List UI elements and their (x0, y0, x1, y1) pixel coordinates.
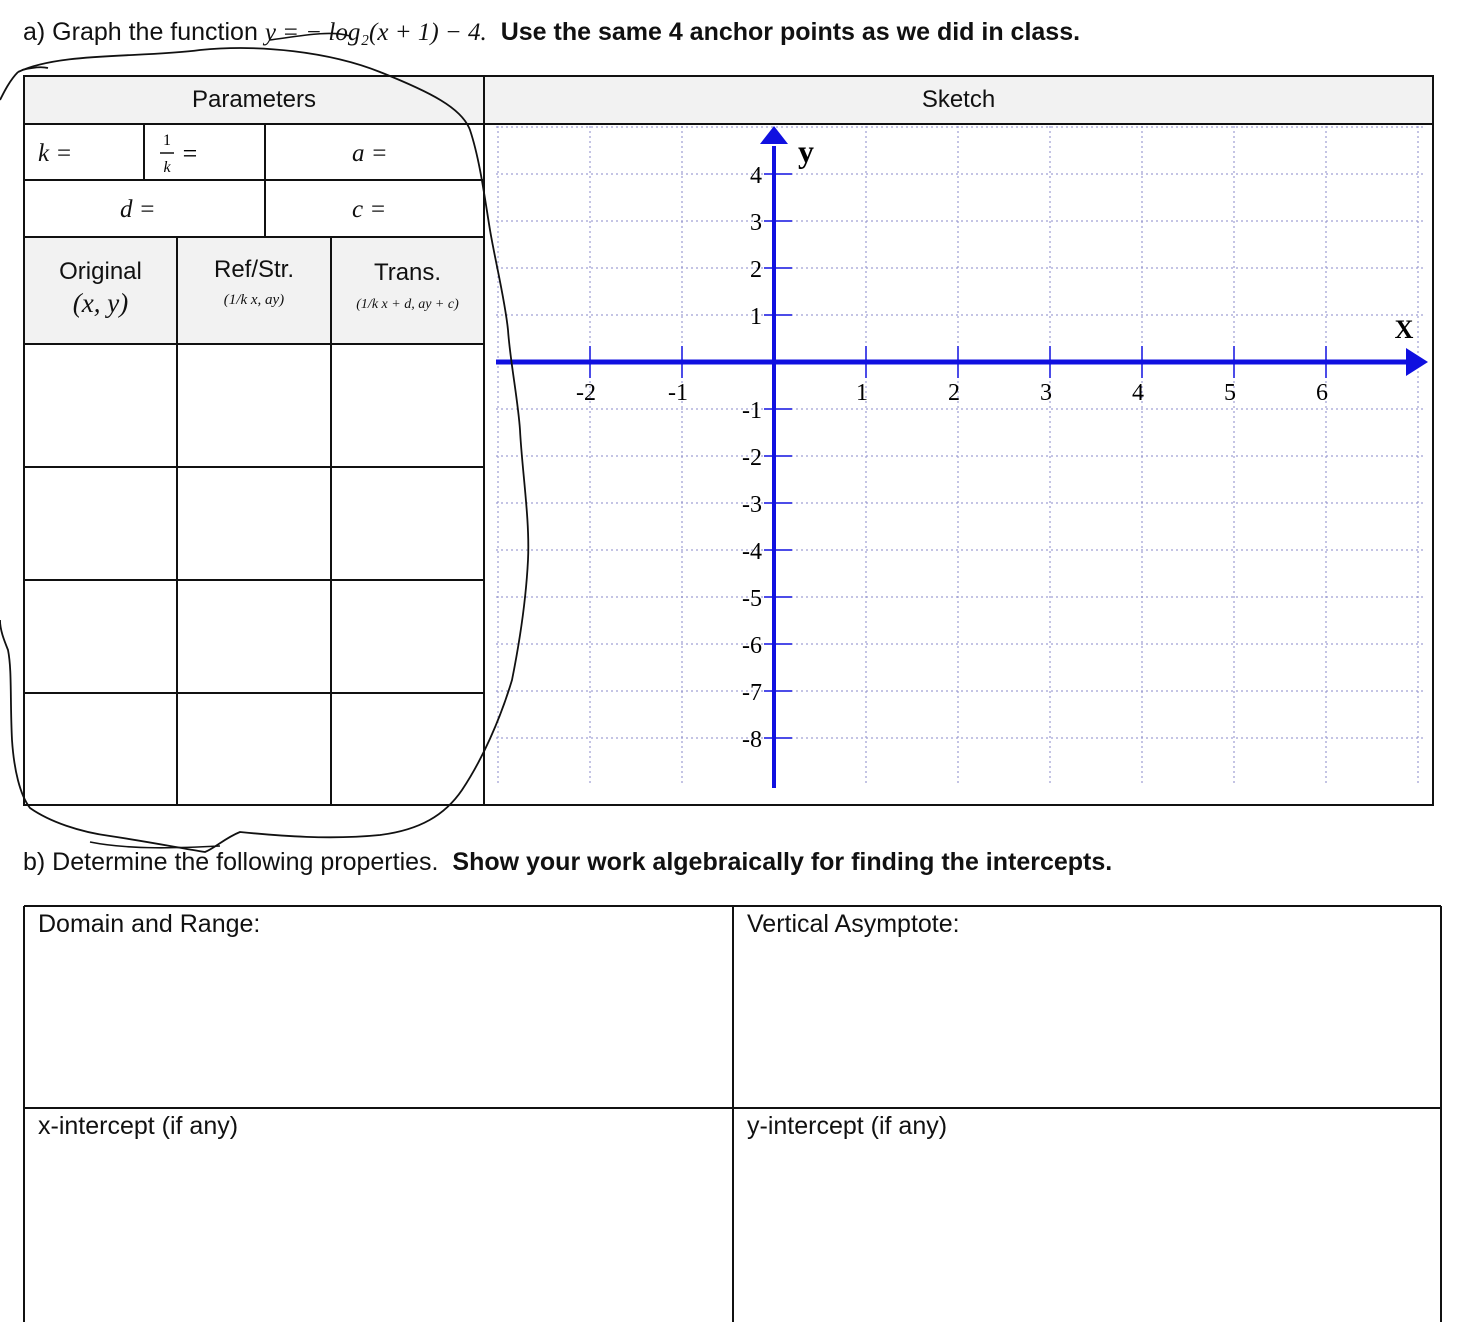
y-tick-label: -4 (742, 539, 762, 565)
x-tick-label: 1 (856, 380, 868, 406)
svg-text:k: k (163, 159, 171, 176)
domain-range-answer-area[interactable] (26, 945, 731, 1105)
y-tick-label: -8 (742, 727, 762, 753)
column-ref-str-formula: (1/k x, ay) (223, 292, 285, 308)
column-original-title: Original (59, 258, 142, 285)
column-ref-str-title: Ref/Str. (213, 256, 295, 283)
y-tick-label: 1 (750, 304, 762, 330)
x-intercept-answer-area[interactable] (26, 1148, 731, 1320)
domain-range-label: Domain and Range: (38, 910, 261, 938)
vertical-asymptote-answer-area[interactable] (735, 945, 1439, 1105)
x-tick-label: 5 (1224, 380, 1236, 406)
y-tick-label: 3 (750, 210, 762, 236)
question-a-equation: y = − log₂(x + 1) − 4. (264, 19, 487, 46)
y-tick-label: -6 (742, 633, 762, 659)
question-a-prefix: a) Graph the function (23, 18, 265, 46)
svg-text:1: 1 (163, 132, 171, 149)
x-intercept-label: x-intercept (if any) (38, 1112, 239, 1140)
column-trans-formula: (1/k x + d, ay + c) (356, 297, 459, 312)
column-trans-title: Trans. (373, 259, 442, 286)
x-tick-label: 3 (1040, 380, 1052, 406)
y-tick-label: -7 (742, 680, 762, 706)
question-b-prefix: b) Determine the following properties. (23, 848, 439, 876)
question-a-instruction: Use the same 4 anchor points as we did in class. (500, 18, 1081, 46)
y-tick-label: -2 (742, 445, 762, 471)
y-tick-label: -3 (742, 492, 762, 518)
k-label: k = (38, 140, 73, 167)
x-tick-label: -1 (668, 380, 688, 406)
x-tick-label: 6 (1316, 380, 1328, 406)
x-tick-label: 2 (948, 380, 960, 406)
y-axis-label: y (798, 133, 814, 169)
parameters-header: Parameters (191, 86, 317, 113)
y-tick-label: 2 (750, 257, 762, 283)
x-axis-label: X (1394, 315, 1414, 344)
question-b-instruction: Show your work algebraically for finding the intercepts. (452, 848, 1113, 876)
vertical-asymptote-label: Vertical Asymptote: (747, 910, 960, 938)
a-label: a = (352, 140, 388, 167)
c-label: c = (352, 196, 387, 223)
y-tick-label: -5 (742, 586, 762, 612)
svg-text:=: = (182, 139, 198, 168)
y-tick-label: 4 (750, 163, 762, 189)
d-label: d = (120, 196, 156, 223)
x-tick-label: -2 (576, 380, 596, 406)
y-intercept-answer-area[interactable] (735, 1148, 1439, 1320)
y-intercept-label: y-intercept (if any) (747, 1112, 948, 1140)
column-original-formula: (x, y) (72, 288, 129, 318)
sketch-header: Sketch (921, 86, 996, 113)
x-tick-label: 4 (1132, 380, 1144, 406)
y-tick-label: -1 (742, 398, 762, 424)
